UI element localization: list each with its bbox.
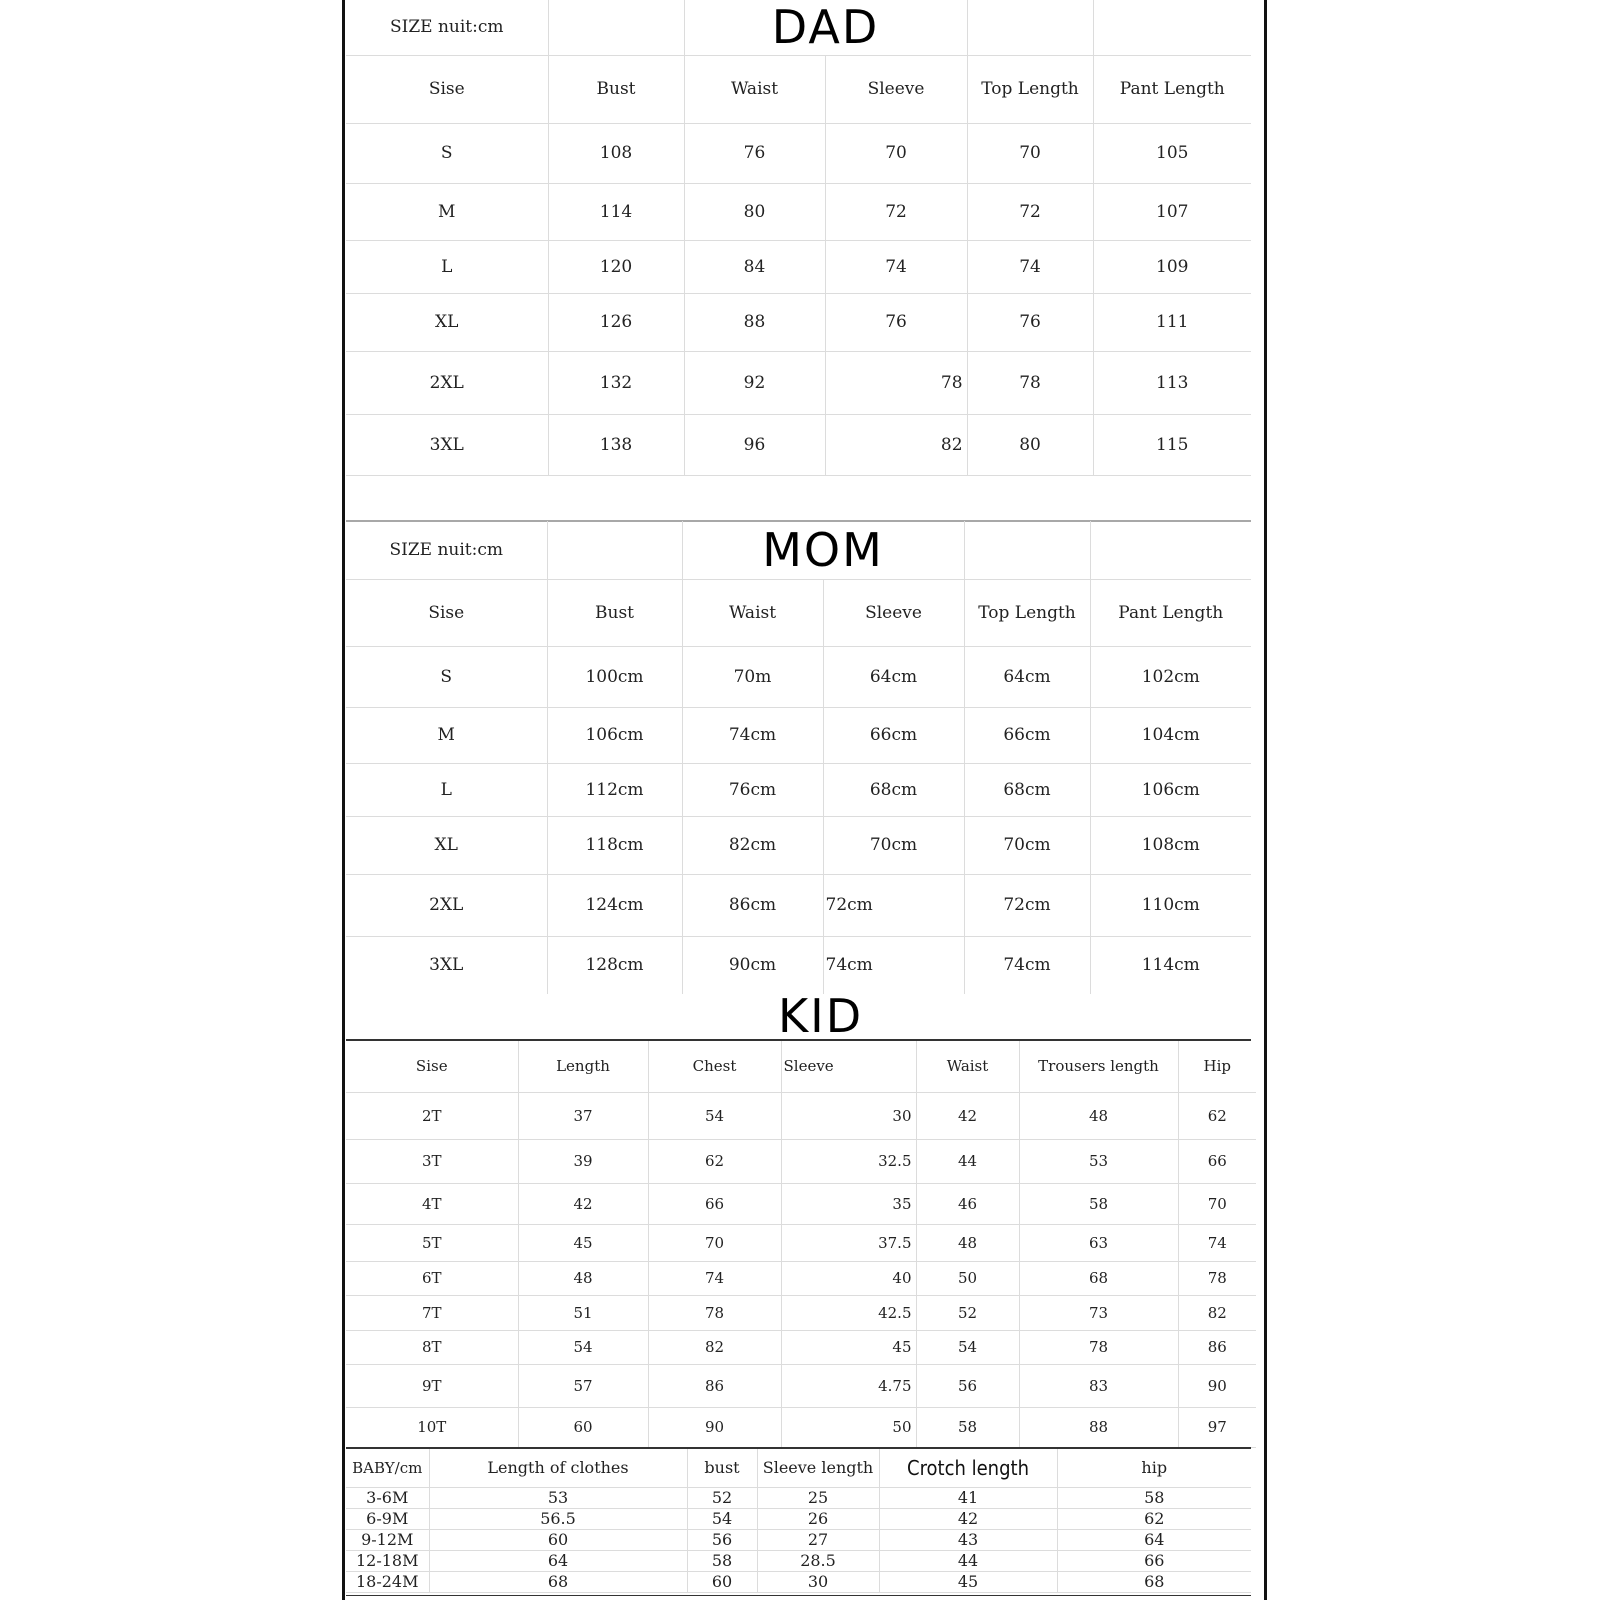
length-cell: 60 <box>429 1529 687 1550</box>
chest-cell: 70 <box>648 1224 781 1261</box>
bust-cell: 132 <box>548 351 684 414</box>
bust-cell: 124cm <box>547 874 682 936</box>
table-row <box>346 1092 1256 1139</box>
sleeve-length-cell: 28.5 <box>757 1550 879 1571</box>
dad-header-sleeve: Sleeve <box>825 55 967 123</box>
table-row <box>346 763 1251 816</box>
bust-cell: 56 <box>687 1529 757 1550</box>
waist-cell: 76 <box>684 123 825 183</box>
sleeve-cell: 45 <box>781 1330 916 1364</box>
pant-length-cell: 114cm <box>1090 936 1251 994</box>
dad-title-row <box>346 0 1251 55</box>
hip-cell: 62 <box>1178 1092 1256 1139</box>
waist-cell: 88 <box>684 293 825 351</box>
bust-cell: 106cm <box>547 707 682 763</box>
size-cell: 3T <box>346 1139 518 1183</box>
size-cell: 6-9M <box>346 1508 429 1529</box>
hip-cell: 58 <box>1057 1487 1251 1508</box>
bust-cell: 54 <box>687 1508 757 1529</box>
pant-length-cell: 104cm <box>1090 707 1251 763</box>
length-cell: 39 <box>518 1139 648 1183</box>
trousers-length-cell: 48 <box>1019 1092 1178 1139</box>
length-cell: 56.5 <box>429 1508 687 1529</box>
hip-cell: 74 <box>1178 1224 1256 1261</box>
size-cell: L <box>346 240 548 293</box>
waist-cell: 58 <box>916 1407 1019 1447</box>
waist-cell: 42 <box>916 1092 1019 1139</box>
dad-header-row <box>346 55 1251 123</box>
crotch-length-cell: 41 <box>879 1487 1057 1508</box>
trousers-length-cell: 53 <box>1019 1139 1178 1183</box>
waist-cell: 90cm <box>682 936 823 994</box>
waist-cell: 86cm <box>682 874 823 936</box>
sleeve-length-cell: 30 <box>757 1571 879 1592</box>
size-cell: S <box>346 646 547 707</box>
length-cell: 68 <box>429 1571 687 1592</box>
chest-cell: 86 <box>648 1364 781 1407</box>
bust-cell: 58 <box>687 1550 757 1571</box>
trousers-length-cell: 68 <box>1019 1261 1178 1295</box>
chest-cell: 66 <box>648 1183 781 1224</box>
sleeve-cell: 64cm <box>823 646 964 707</box>
pant-length-cell: 102cm <box>1090 646 1251 707</box>
size-cell: 2T <box>346 1092 518 1139</box>
size-cell: 9-12M <box>346 1529 429 1550</box>
sleeve-cell: 82 <box>825 414 967 475</box>
mom-size-table <box>346 521 1251 994</box>
size-cell: M <box>346 183 548 240</box>
bust-cell: 52 <box>687 1487 757 1508</box>
mom-size-unit: SIZE nuit:cm <box>346 521 547 579</box>
kid-header-length: Length <box>518 1041 648 1092</box>
kid-title: KID <box>778 989 864 1043</box>
length-cell: 42 <box>518 1183 648 1224</box>
sleeve-cell: 35 <box>781 1183 916 1224</box>
table-row <box>346 646 1251 707</box>
top-length-cell: 70cm <box>964 816 1090 874</box>
size-cell: 12-18M <box>346 1550 429 1571</box>
table-row <box>346 1571 1251 1592</box>
trousers-length-cell: 88 <box>1019 1407 1178 1447</box>
top-length-cell: 72 <box>967 183 1093 240</box>
sleeve-cell: 70 <box>825 123 967 183</box>
kid-header-trousers-length: Trousers length <box>1019 1041 1178 1092</box>
size-cell: 7T <box>346 1295 518 1330</box>
waist-cell: 84 <box>684 240 825 293</box>
dad-header-pant-length: Pant Length <box>1093 55 1251 123</box>
bust-cell: 100cm <box>547 646 682 707</box>
pant-length-cell: 109 <box>1093 240 1251 293</box>
pant-length-cell: 107 <box>1093 183 1251 240</box>
sleeve-cell: 40 <box>781 1261 916 1295</box>
length-cell: 51 <box>518 1295 648 1330</box>
table-row <box>346 183 1251 240</box>
table-row <box>346 874 1251 936</box>
mom-header-size: Sise <box>346 579 547 646</box>
size-cell: XL <box>346 816 547 874</box>
kid-size-table <box>346 1041 1256 1448</box>
length-cell: 37 <box>518 1092 648 1139</box>
top-length-cell: 64cm <box>964 646 1090 707</box>
table-row <box>346 936 1251 994</box>
mom-header-pant-length: Pant Length <box>1090 579 1251 646</box>
pant-length-cell: 108cm <box>1090 816 1251 874</box>
top-length-cell: 70 <box>967 123 1093 183</box>
trousers-length-cell: 78 <box>1019 1330 1178 1364</box>
sleeve-length-cell: 26 <box>757 1508 879 1529</box>
waist-cell: 82cm <box>682 816 823 874</box>
size-cell: 3-6M <box>346 1487 429 1508</box>
waist-cell: 54 <box>916 1330 1019 1364</box>
size-cell: 2XL <box>346 351 548 414</box>
sleeve-cell: 32.5 <box>781 1139 916 1183</box>
pant-length-cell: 111 <box>1093 293 1251 351</box>
table-row <box>346 414 1251 475</box>
dad-header-top-length: Top Length <box>967 55 1093 123</box>
kid-header-sleeve: Sleeve <box>781 1041 916 1092</box>
table-row <box>346 240 1251 293</box>
waist-cell: 50 <box>916 1261 1019 1295</box>
bust-cell: 126 <box>548 293 684 351</box>
hip-cell: 70 <box>1178 1183 1256 1224</box>
size-cell: 5T <box>346 1224 518 1261</box>
top-length-cell: 74 <box>967 240 1093 293</box>
hip-cell: 64 <box>1057 1529 1251 1550</box>
table-row <box>346 1261 1256 1295</box>
size-cell: 3XL <box>346 936 547 994</box>
mom-header-bust: Bust <box>547 579 682 646</box>
top-length-cell: 74cm <box>964 936 1090 994</box>
table-row <box>346 1487 1251 1508</box>
pant-length-cell: 113 <box>1093 351 1251 414</box>
size-cell: S <box>346 123 548 183</box>
baby-header-size: BABY/cm <box>346 1449 429 1487</box>
table-row <box>346 123 1251 183</box>
sleeve-cell: 42.5 <box>781 1295 916 1330</box>
waist-cell: 46 <box>916 1183 1019 1224</box>
hip-cell: 97 <box>1178 1407 1256 1447</box>
chest-cell: 78 <box>648 1295 781 1330</box>
waist-cell: 74cm <box>682 707 823 763</box>
sleeve-cell: 72cm <box>823 874 964 936</box>
bust-cell: 114 <box>548 183 684 240</box>
top-length-cell: 66cm <box>964 707 1090 763</box>
top-length-cell: 72cm <box>964 874 1090 936</box>
top-length-cell: 68cm <box>964 763 1090 816</box>
size-cell: 18-24M <box>346 1571 429 1592</box>
top-length-cell: 80 <box>967 414 1093 475</box>
baby-header-crotch-length: Crotch length <box>879 1449 1057 1487</box>
waist-cell: 96 <box>684 414 825 475</box>
bust-cell: 60 <box>687 1571 757 1592</box>
sleeve-cell: 74 <box>825 240 967 293</box>
mom-header-sleeve: Sleeve <box>823 579 964 646</box>
dad-size-table <box>346 0 1251 476</box>
sleeve-cell: 76 <box>825 293 967 351</box>
table-row <box>346 1529 1251 1550</box>
baby-header-row <box>346 1449 1251 1487</box>
baby-header-length: Length of clothes <box>429 1449 687 1487</box>
mom-title: MOM <box>762 522 884 577</box>
trousers-length-cell: 83 <box>1019 1364 1178 1407</box>
chest-cell: 82 <box>648 1330 781 1364</box>
hip-cell: 86 <box>1178 1330 1256 1364</box>
top-length-cell: 76 <box>967 293 1093 351</box>
trousers-length-cell: 63 <box>1019 1224 1178 1261</box>
bust-cell: 112cm <box>547 763 682 816</box>
waist-cell: 80 <box>684 183 825 240</box>
hip-cell: 68 <box>1057 1571 1251 1592</box>
mom-title-row <box>346 521 1251 579</box>
dad-header-size: Sise <box>346 55 548 123</box>
baby-bottom-rule <box>346 1595 1251 1596</box>
table-row <box>346 1550 1251 1571</box>
waist-cell: 48 <box>916 1224 1019 1261</box>
hip-cell: 66 <box>1057 1550 1251 1571</box>
waist-cell: 70m <box>682 646 823 707</box>
trousers-length-cell: 58 <box>1019 1183 1178 1224</box>
pant-length-cell: 115 <box>1093 414 1251 475</box>
sleeve-length-cell: 27 <box>757 1529 879 1550</box>
bust-cell: 128cm <box>547 936 682 994</box>
bust-cell: 118cm <box>547 816 682 874</box>
pant-length-cell: 106cm <box>1090 763 1251 816</box>
size-cell: 4T <box>346 1183 518 1224</box>
waist-cell: 52 <box>916 1295 1019 1330</box>
baby-header-sleeve-length: Sleeve length <box>757 1449 879 1487</box>
kid-header-chest: Chest <box>648 1041 781 1092</box>
waist-cell: 56 <box>916 1364 1019 1407</box>
sleeve-cell: 72 <box>825 183 967 240</box>
crotch-length-cell: 42 <box>879 1508 1057 1529</box>
table-row <box>346 1330 1256 1364</box>
pant-length-cell: 110cm <box>1090 874 1251 936</box>
waist-cell: 76cm <box>682 763 823 816</box>
chest-cell: 62 <box>648 1139 781 1183</box>
chest-cell: 54 <box>648 1092 781 1139</box>
length-cell: 48 <box>518 1261 648 1295</box>
bust-cell: 108 <box>548 123 684 183</box>
length-cell: 53 <box>429 1487 687 1508</box>
table-row <box>346 816 1251 874</box>
sleeve-cell: 37.5 <box>781 1224 916 1261</box>
sleeve-cell: 50 <box>781 1407 916 1447</box>
crotch-length-cell: 43 <box>879 1529 1057 1550</box>
length-cell: 64 <box>429 1550 687 1571</box>
length-cell: 57 <box>518 1364 648 1407</box>
size-cell: 8T <box>346 1330 518 1364</box>
size-cell: XL <box>346 293 548 351</box>
table-row <box>346 1183 1256 1224</box>
baby-header-hip: hip <box>1057 1449 1251 1487</box>
top-length-cell: 78 <box>967 351 1093 414</box>
table-row <box>346 1295 1256 1330</box>
sleeve-cell: 78 <box>825 351 967 414</box>
crotch-length-cell: 45 <box>879 1571 1057 1592</box>
size-cell: 6T <box>346 1261 518 1295</box>
sleeve-cell: 30 <box>781 1092 916 1139</box>
table-row <box>346 293 1251 351</box>
hip-cell: 62 <box>1057 1508 1251 1529</box>
dad-size-unit: SIZE nuit:cm <box>346 0 548 55</box>
size-cell: 2XL <box>346 874 547 936</box>
length-cell: 60 <box>518 1407 648 1447</box>
hip-cell: 82 <box>1178 1295 1256 1330</box>
size-cell: 3XL <box>346 414 548 475</box>
sleeve-length-cell: 25 <box>757 1487 879 1508</box>
sleeve-cell: 70cm <box>823 816 964 874</box>
hip-cell: 78 <box>1178 1261 1256 1295</box>
dad-header-bust: Bust <box>548 55 684 123</box>
size-cell: M <box>346 707 547 763</box>
table-row <box>346 1407 1256 1447</box>
waist-cell: 92 <box>684 351 825 414</box>
trousers-length-cell: 73 <box>1019 1295 1178 1330</box>
hip-cell: 90 <box>1178 1364 1256 1407</box>
kid-header-row <box>346 1041 1256 1092</box>
length-cell: 54 <box>518 1330 648 1364</box>
size-cell: L <box>346 763 547 816</box>
hip-cell: 66 <box>1178 1139 1256 1183</box>
sleeve-cell: 68cm <box>823 763 964 816</box>
table-row <box>346 351 1251 414</box>
size-cell: 9T <box>346 1364 518 1407</box>
table-row <box>346 1364 1256 1407</box>
pant-length-cell: 105 <box>1093 123 1251 183</box>
waist-cell: 44 <box>916 1139 1019 1183</box>
table-row <box>346 1224 1256 1261</box>
mom-header-row <box>346 579 1251 646</box>
chest-cell: 90 <box>648 1407 781 1447</box>
length-cell: 45 <box>518 1224 648 1261</box>
mom-header-top-length: Top Length <box>964 579 1090 646</box>
size-cell: 10T <box>346 1407 518 1447</box>
bust-cell: 120 <box>548 240 684 293</box>
table-row <box>346 707 1251 763</box>
baby-size-table <box>346 1449 1251 1593</box>
baby-header-bust: bust <box>687 1449 757 1487</box>
crotch-length-cell: 44 <box>879 1550 1057 1571</box>
kid-header-hip: Hip <box>1178 1041 1256 1092</box>
kid-header-size: Sise <box>346 1041 518 1092</box>
table-row <box>346 1508 1251 1529</box>
bust-cell: 138 <box>548 414 684 475</box>
dad-title: DAD <box>771 0 880 55</box>
sleeve-cell: 4.75 <box>781 1364 916 1407</box>
sleeve-cell: 66cm <box>823 707 964 763</box>
dad-header-waist: Waist <box>684 55 825 123</box>
table-row <box>346 1139 1256 1183</box>
mom-header-waist: Waist <box>682 579 823 646</box>
chest-cell: 74 <box>648 1261 781 1295</box>
sleeve-cell: 74cm <box>823 936 964 994</box>
kid-header-waist: Waist <box>916 1041 1019 1092</box>
